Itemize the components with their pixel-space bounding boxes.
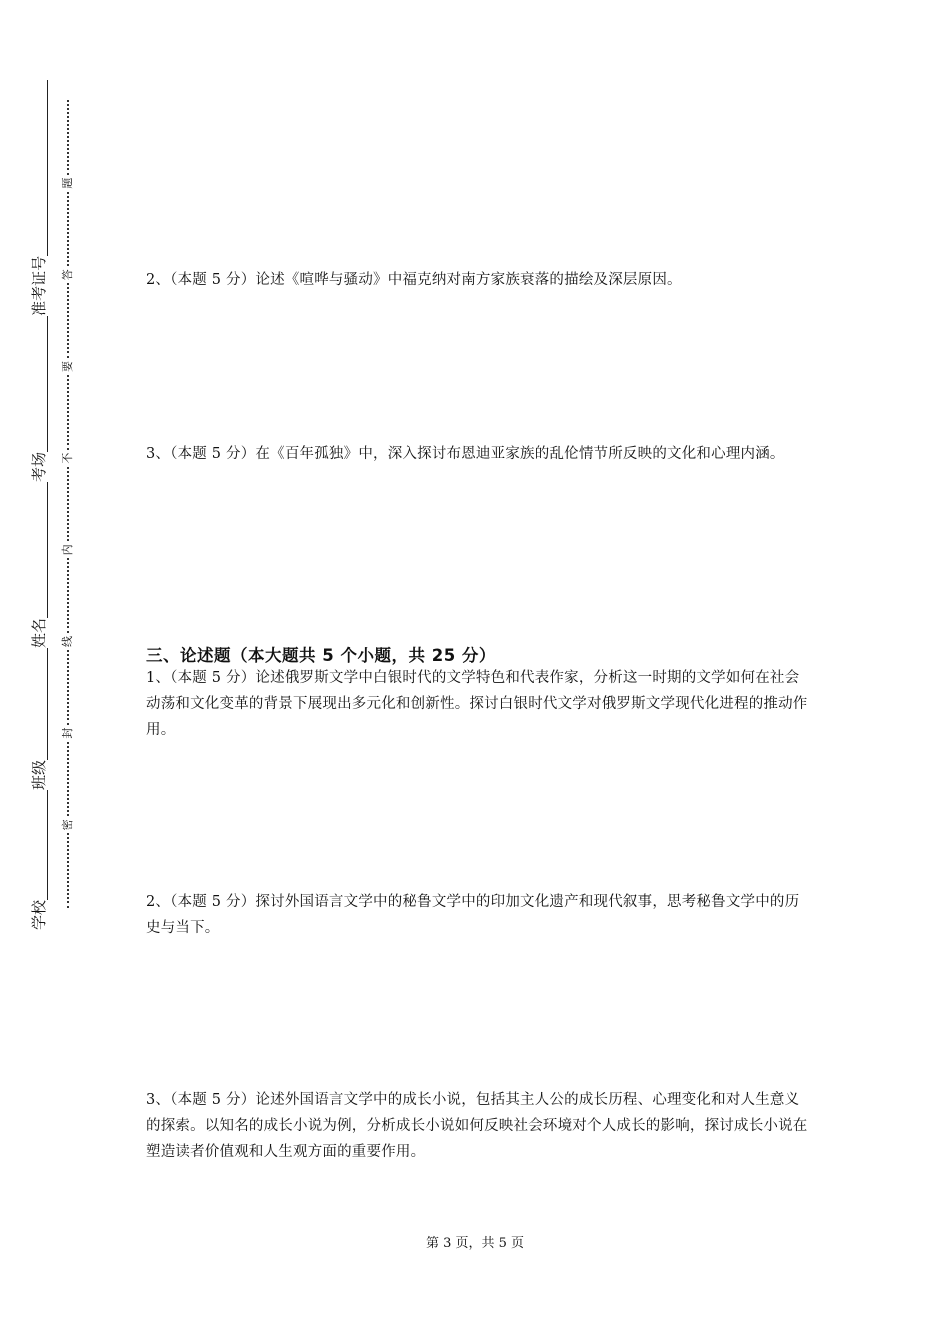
dotted-line: [67, 283, 69, 358]
dotted-line: [67, 558, 69, 633]
seal-char: 不: [61, 452, 74, 464]
question-1: [146, 665, 808, 743]
seal-line: [58, 100, 78, 908]
dotted-line: [67, 742, 69, 817]
question-number: 3、: [146, 1092, 171, 1108]
seal-char: 密: [61, 819, 74, 831]
question-prev-2: [146, 267, 808, 293]
seal-char: 答: [61, 269, 74, 281]
section-title: 三、论述题（本大题共 5 个小题，共 25 分）: [146, 646, 496, 665]
admission-number-field[interactable]: [30, 80, 48, 316]
dotted-line: [67, 467, 69, 542]
school-field[interactable]: [30, 790, 48, 930]
class-line: [33, 648, 48, 760]
student-info-fields: [24, 80, 48, 930]
school-label: 学校: [30, 899, 48, 930]
seal-char: 要: [61, 360, 74, 372]
exam-room-label: 考场: [30, 451, 48, 482]
dotted-line: [67, 650, 69, 725]
name-label: 姓名: [30, 617, 48, 648]
seal-char: 内: [61, 544, 74, 556]
question-number: 3、: [146, 446, 171, 462]
question-text: （本题 5 分）论述《喧哗与骚动》中福克纳对南方家族衰落的描绘及深层原因。: [170, 272, 682, 288]
exam-room-line: [33, 316, 48, 452]
seal-char: 封: [61, 727, 74, 739]
name-field[interactable]: [30, 482, 48, 648]
dotted-line: [67, 833, 69, 908]
question-text: （本题 5 分）在《百年孤独》中，深入探讨布恩迪亚家族的乱伦情节所反映的文化和心理内涵。: [170, 446, 785, 462]
school-line: [33, 790, 48, 900]
question-prev-3: [146, 441, 808, 467]
seal-char: 题: [61, 177, 74, 189]
question-2: [146, 889, 808, 941]
seal-char: 线: [61, 635, 74, 647]
question-text: （本题 5 分）论述俄罗斯文学中白银时代的文学特色和代表作家，分析这一时期的文学如何在社会动荡和文化变革的背景下展现出多元化和创新性。探讨白银时代文学对俄罗斯文学现代化进程的推动作用。: [146, 670, 808, 738]
class-label: 班级: [30, 759, 48, 790]
admission-number-line: [33, 80, 48, 256]
dotted-line: [67, 192, 69, 267]
name-line: [33, 482, 48, 618]
question-3: [146, 1087, 808, 1165]
page-footer: 第 3 页，共 5 页: [425, 1236, 525, 1251]
dotted-line: [67, 100, 69, 175]
admission-number-label: 准考证号: [30, 255, 48, 316]
question-number: 1、: [146, 670, 171, 686]
dotted-line: [67, 375, 69, 450]
exam-room-field[interactable]: [30, 316, 48, 482]
binding-margin: [0, 0, 90, 1344]
question-text: （本题 5 分）论述外国语言文学中的成长小说，包括其主人公的成长历程、心理变化和对人生意义的探索。以知名的成长小说为例，分析成长小说如何反映社会环境对个人成长的影响，探讨成长小说在塑造读者价值观和人生观方面的重要作用。: [146, 1092, 808, 1160]
class-field[interactable]: [30, 648, 48, 790]
question-number: 2、: [146, 272, 171, 288]
question-number: 2、: [146, 894, 171, 910]
question-text: （本题 5 分）探讨外国语言文学中的秘鲁文学中的印加文化遗产和现代叙事，思考秘鲁文学中的历史与当下。: [146, 894, 800, 936]
